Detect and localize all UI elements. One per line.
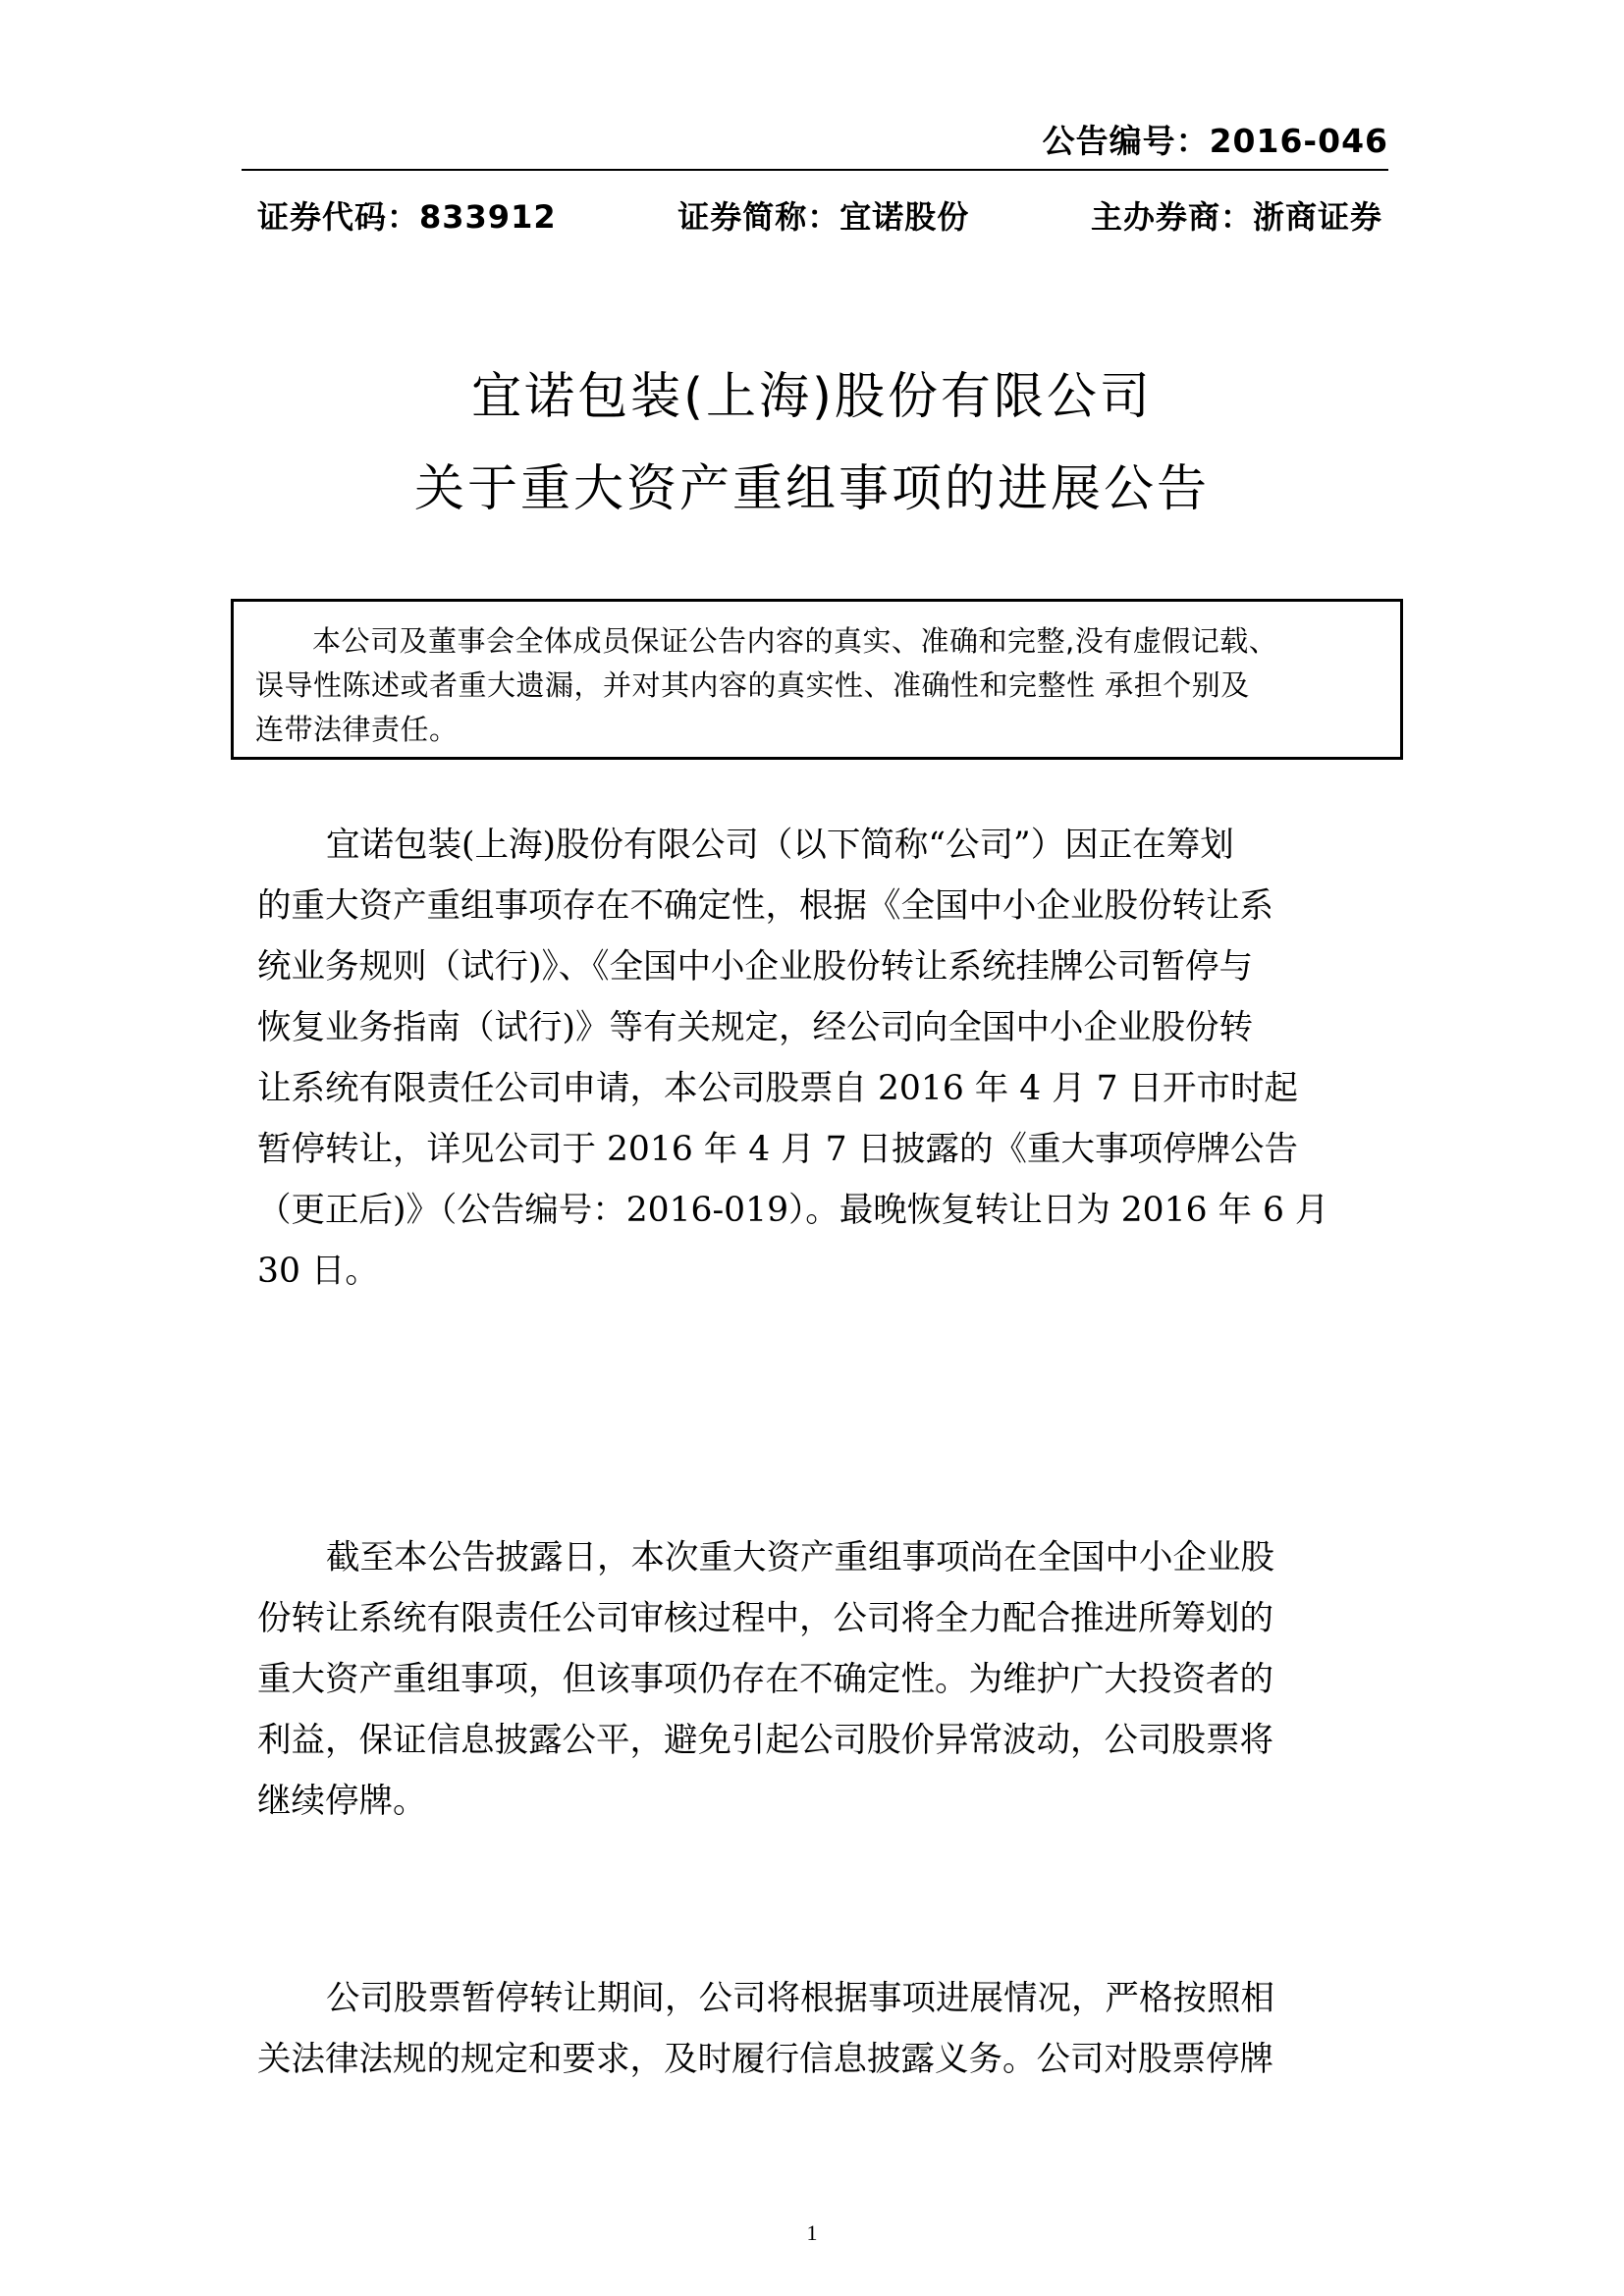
paragraph-suspension-background <box>257 815 1396 1302</box>
paragraph-line: （更正后)》（公告编号：2016-019）。最晚恢复转让日为 2016 年 6 月 <box>257 1191 1329 1230</box>
page-number: 1 <box>806 2220 818 2245</box>
header-divider <box>242 169 1388 171</box>
paragraph-line: 截至本公告披露日，本次重大资产重组事项尚在全国中小企业股 <box>326 1538 1274 1577</box>
security-code: 证券代码：833912 <box>257 198 557 236</box>
paragraph-line: 让系统有限责任公司申请，本公司股票自 2016 年 4 月 7 日开市时起 <box>257 1069 1298 1108</box>
paragraph-line: 暂停转让，详见公司于 2016 年 4 月 7 日披露的《重大事项停牌公告 <box>257 1130 1298 1169</box>
paragraph-line: 利益，保证信息披露公平，避免引起公司股价异常波动，公司股票将 <box>257 1721 1273 1760</box>
disclaimer-line: 本公司及董事会全体成员保证公告内容的真实、准确和完整,没有虚假记载、 <box>312 624 1278 658</box>
paragraph-line: 关法律法规的规定和要求，及时履行信息披露义务。公司对股票停牌 <box>257 2040 1273 2079</box>
paragraph-line: 继续停牌。 <box>257 1782 427 1821</box>
paragraph-disclosure-obligation <box>257 1968 1396 2090</box>
disclaimer-box <box>231 599 1403 760</box>
security-info-row <box>257 192 1382 238</box>
security-abbreviation: 证券简称：宜诺股份 <box>677 198 970 236</box>
announcement-number: 公告编号：2016-046 <box>1042 122 1388 160</box>
paragraph-progress-status <box>257 1527 1396 1832</box>
paragraph-line: 公司股票暂停转让期间，公司将根据事项进展情况，严格按照相 <box>326 1979 1274 2018</box>
disclaimer-line: 误导性陈述或者重大遗漏，并对其内容的真实性、准确性和完整性 承担个别及 <box>255 668 1250 702</box>
paragraph-line: 的重大资产重组事项存在不确定性，根据《全国中小企业股份转让系 <box>257 886 1273 926</box>
document-title-subject: 关于重大资产重组事项的进展公告 <box>413 460 1210 518</box>
paragraph-line: 恢复业务指南（试行)》等有关规定，经公司向全国中小企业股份转 <box>257 1008 1253 1047</box>
document-title-company: 宜诺包装(上海)股份有限公司 <box>471 368 1153 426</box>
paragraph-line: 统业务规则（试行)》、《全国中小企业股份转让系统挂牌公司暂停与 <box>257 947 1253 987</box>
disclaimer-line: 连带法律责任。 <box>255 713 459 746</box>
paragraph-line: 份转让系统有限责任公司审核过程中，公司将全力配合推进所筹划的 <box>257 1599 1273 1638</box>
paragraph-line: 30 日。 <box>257 1252 379 1291</box>
paragraph-line: 重大资产重组事项，但该事项仍存在不确定性。为维护广大投资者的 <box>257 1660 1273 1699</box>
paragraph-line: 宜诺包装(上海)股份有限公司（以下简称“公司”）因正在筹划 <box>326 826 1234 865</box>
sponsor-broker: 主办券商：浙商证券 <box>1090 198 1382 236</box>
